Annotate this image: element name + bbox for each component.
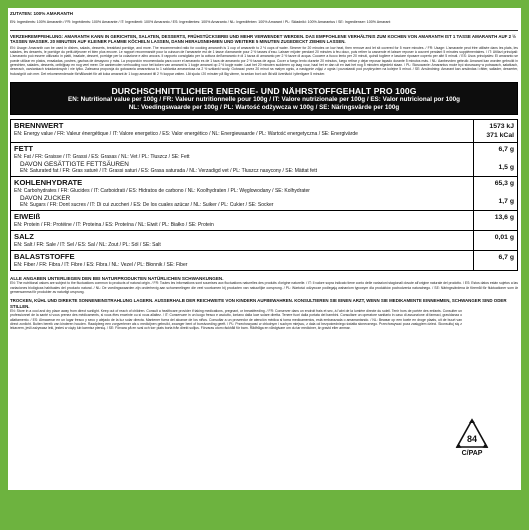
ingredients-heading: ZUTATEN: 100% AMARANTH — [10, 11, 73, 16]
usage-translations: EN: Usage: Amaranth can be used in dishes, salads, desserts, breakfast porridge, and more. The recommended ratio for cooking amaranth is 1 cup of amaranth to 2 ½ cups of water. Simmer for 20 minutes on low heat, then remove and let sit covered for 5 more minutes. / FR: Usage: L'amarante peut être utilisée dans les plats, les salades, les desserts, le porridge du petit-déjeuner et bien plus encore. Le rapport recommandé pour la cuisson de l'amarante est de 1 tasse d'amarante pour 2 ½ tasses d'eau. Laisser mijoter pendant 20 minutes à feu doux, puis retirer la casserole et laisser reposer à couvert pendant 5 minutes supplémentaires. / IT: Utilizzi principali: L'amaranto può essere utilizzato in piatti, insalate, dessert, porridge per la colazione e altro ancora. Il rapporto consigliato per la cottura dell'amaranto è di 1 tazza di amaranto per 2 ½ tazze di acqua. Cuocere a fuoco lento per 20 minuti, quindi togliere e lasciare riposare coperto per altri 5 minuti. / ES: Usos principales: El amaranto se puede utilizar en platos, ensaladas, postres, gachas de desayuno y más. La proporción recomendada para cocer el amaranto es de 1 taza de amaranto por 2 ½ tazas de agua. Cocer a fuego lento durante 20 minutos, luego retirar y dejar reposar tapado durante 5 minutos más. / NL: Aanbevolen gebruik: Amarant kan worden gebruikt in gerechten, salades, desserts, ontbijtpap en nog veel meer. De aanbevolen verhouding voor het koken van amarant is 1 kopje amarant op 2 ½ kopje water. Laat het 20 minuten sudderen op laag vuur, haal het er dan uit en laat het nog 5 minuten afgedekt staan. / PL: Stosowanie: Amarantus może być stosowany w potrawach, sałatkach, deserach, owsiankach śniadaniowych i nie tylko. Zalecana proporcja do gotowania amarantusa to 1 szklanka amarantusa na 2 ½ szklanki wody. Gotować przez 20 minut na małym ogniu, a następnie zdjąć z ognia i pozostawić pod przykryciem na kolejne 5 minut. / SE: Användning: Amarant kan användas i rätter, sallader, desserter, frukostgröt och mer. Det rekommenderade förhållandet för att koka amarant är 1 kopp amarant till 2 ½ koppar vatten. Låt sjuda i 20 minuter på låg värme, ta sedan bort och låt stå övertäckt i ytterligare 5 minuter. — [10, 45, 518, 76]
nutrition-row-fat — [11, 143, 518, 177]
fat-label: FETT — [14, 144, 33, 154]
green-band-top — [0, 0, 529, 8]
nutrition-value-cell — [474, 231, 518, 251]
energy-translations: EN: Energy value / FR: Valeur énergétique / IT: Valore energetico / ES: Valor energético / NL: Energiewaarde / PL: Wartość energetyczna / SE: Energivärde — [14, 131, 358, 138]
salt-translations: EN: Salt / FR: Sale / IT: Sel / ES: Sal / NL: Zout / PL: Sól / SE: Salt — [14, 241, 161, 248]
sugars-label: DAVON ZUCKER — [20, 195, 71, 203]
storage-translations: EN: Store in a cool and dry place away from direct sunlight. Keep out of reach of children. Consult a healthcare provider if taking medications, pregnant, or breastfeeding. / FR: Conserver dans un endroit frais et sec, à l'abri de la lumière directe du soleil. Tenir hors de portée des enfants. Consulter un professionnel de la santé si vous prenez des médicaments, si vous êtes enceinte ou si vous allaitez. / IT: Conservare in un luogo fresco e asciutto, lontano dalla luce solare diretta. Tenere fuori dalla portata dei bambini. Consultare un operatore sanitario in caso di assunzione di farmaci, gravidanza o allattamento. / ES: Almacenar en un lugar fresco y seco y alejado de la luz solar directa. Mantener fuera del alcance de los niños. Consultar a un proveedor de atención médica si toma medicamentos, está embarazada o amamantando. / NL: Bewaar op een koele en droge plaats, uit de buurt van direct zonlicht. Buiten bereik van kinderen houden. Raadpleeg een zorgverlener als u medicijnen gebruikt, zwanger bent of borstvoeding geeft. / PL: Przechowywać w chłodnym i suchym miejscu, z dala od bezpośredniego światła słonecznego. Przechowywać poza zasięgiem dzieci. Skonsultuj się z lekarzem, jeśli zażywasz leki, jesteś w ciąży lub karmisz piersią. / SE: Förvara på en sval och torr plats borta från direkt solljus. Förvaras utom räckhåll för barn. Rådfråga en vårdgivare om du tar mediciner, är gravid eller ammar. — [10, 309, 462, 331]
usage-heading: VERZEHREMPFEHLUNG: AMARANTH KANN IN GERICHTEN, SALATEN, DESSERTS, FRÜHSTÜCKSBREI UND MEHR VERWENDET WERDEN. DAS EMPFOHLENE VERHÄLTNIS ZUM KOCHEN VON AMARANTH IST 1 TASSE AMARANTH AUF 2 ½ TASSEN WASSER. 20 MINUTEN AUF KLEINER FLAMME KÖCHELN LASSEN, DANN HERAUSNEHMEN UND WEITERE 5 MINUTEN ZUGEDECKT ZIEHEN LASSEN. — [10, 34, 516, 45]
carbs-value: 65,3 g — [494, 180, 514, 188]
fiber-label: BALASTSTOFFE — [14, 252, 75, 262]
energy-label: BRENNWERT — [14, 121, 64, 131]
salt-label: SALZ — [14, 232, 34, 242]
recycling-triangle-icon — [455, 418, 489, 450]
fat-translations: EN: Fat / FR: Graisse / IT: Grassi / ES: Grasas / NL: Vet / PL: Tłuszcz / SE: Fett — [14, 154, 190, 161]
nutrition-table — [10, 119, 518, 270]
salt-value: 0,01 g — [494, 234, 514, 242]
nutrition-row-fiber — [11, 251, 518, 271]
saturated-fat-label: DAVON GESÄTTIGTE FETTSÄUREN — [20, 161, 129, 169]
nutrition-header — [10, 82, 518, 116]
nutrition-label-cell — [11, 177, 474, 211]
divider — [10, 30, 518, 31]
variation-heading: ALLE ANGABEN UNTERLIEGEN DEN BEI NATURPRODUKTEN NATÜRLICHEN SCHWANKUNGEN. — [10, 275, 224, 281]
nutrition-label-cell — [11, 211, 474, 231]
nutrition-row-salt — [11, 231, 518, 251]
nutrition-value-cell — [474, 143, 518, 177]
sugars-translations: EN: Sugars / FR: Dont sucres / IT: Di cui zuccheri / ES: De los cuales azúcar / NL: Suiker / PL: Cukier / SE: Socker — [20, 202, 274, 209]
nutrition-row-protein — [11, 211, 518, 231]
label-sheet — [10, 10, 518, 490]
protein-translations: EN: Protein / FR: Protéine / IT: Proteina / ES: Proteína / NL: Eiwit / PL: Białko / SE: Protein — [14, 222, 214, 229]
recycling-mark — [448, 418, 496, 470]
protein-value: 13,6 g — [494, 214, 514, 222]
nutrition-label-cell — [11, 143, 474, 177]
fiber-translations: EN: Fiber / FR: Fibra / IT: Fibre / ES: Fibra / NL: Vezel / PL: Błonnik / SE: Fiber — [14, 261, 188, 268]
carbs-label: KOHLENHYDRATE — [14, 178, 83, 188]
nutrition-row-carbs — [11, 177, 518, 211]
variation-translations: EN: The nutritional values are subject to the fluctuations common to products of natural origin. / FR: Toutes les informations sont soumises aux fluctuations naturelles des produits d'origine naturelle. / IT: Il valore sopra indicato tiene conto delle variazioni stagionali dovute all'origine naturale del prodotto. / ES: Estos datos están sujetos a las variaciones biológicas habituales del producto natural. / NL: De voedingswaarden zijn onderhevig aan schommelingen die veel voorkomen bij producten van natuurlijke oorsprong. / PL: Wartości odżywcze podlegają wahaniom typowym dla produktów pochodzenia naturalnego. / SE: Näringsvärdena är föremål för fluktuationer som är gemensamma för produkter av naturligt ursprung. — [10, 281, 518, 295]
fat-value: 6,7 g — [498, 146, 514, 154]
recycling-number: 84 — [466, 434, 478, 444]
nutrition-label-cell — [11, 251, 474, 271]
ingredients-translations: EN: Ingredients: 100% Amaranth / FR: Ingrédients: 100% Amarante / IT: Ingredienti: 100% Amaranto / ES: Ingredientes: 100% Amaranto / NL: Ingrediënten: 100% Amarant / PL: Składniki: 100% Amarantus / SE: Ingredienser: 100% Amarant — [10, 20, 391, 24]
protein-label: EIWEIß — [14, 212, 41, 222]
nutrition-title: DURCHSCHNITTLICHER ENERGIE- UND NÄHRSTOFFGEHALT PRO 100G — [111, 85, 417, 96]
green-band-right — [521, 0, 529, 530]
energy-kj-value: 1573 kJ — [489, 123, 514, 131]
carbs-translations: EN: Carbohydrates / FR: Glucides / IT: Carboidrati / ES: Hidratos de carbono / NL: Koolhydraten / PL: Węglowodany / SE: Kolhydrater — [14, 188, 310, 195]
green-band-left — [0, 0, 8, 530]
nutrition-value-cell — [474, 177, 518, 211]
nutrition-subtitle-2: NL: Voedingswaarde per 100g / PL: Wartość odżywcza w 100g / SE: Näringsvärde per 100g — [128, 103, 400, 111]
nutrition-subtitle-1: EN: Nutritional value per 100g / FR: Valeur nutritionnelle pour 100g / IT: Valore nutrizionale per 100g / ES: Valor nutricional por 100g — [68, 95, 460, 103]
saturated-fat-value: 1,5 g — [498, 164, 514, 172]
nutrition-value-cell — [474, 251, 518, 271]
energy-kcal-value: 371 kCal — [486, 132, 514, 140]
saturated-fat-translations: EN: Saturated fat / FR: Gras saturé / IT: Grassi saturi / ES: Grasa saturada / NL: Verzadigd vet / PL: Tłuszcz nasycony / SE: Mättat fett — [20, 168, 317, 175]
nutrition-label-cell — [11, 231, 474, 251]
sugars-value: 1,7 g — [498, 198, 514, 206]
storage-heading: TROCKEN, KÜHL UND DIREKTE SONNENEINSTRAHLUNG LAGERN. AUSSERHALB DER REICHWEITE VON KINDERN AUFBEWAHREN. KONSULTIEREN SIE EINEN ARZT, WENN SIE MEDIKAMENTE EINNEHMEN, SCHWANGER SIND ODER STILLEN. — [10, 298, 507, 309]
nutrition-label-cell — [11, 120, 474, 143]
fiber-value: 6,7 g — [498, 254, 514, 262]
recycling-code: C/PAP — [461, 450, 483, 457]
green-band-bottom — [0, 490, 529, 530]
nutrition-value-cell — [474, 211, 518, 231]
nutrition-row-energy — [11, 120, 518, 143]
nutrition-value-cell — [474, 120, 518, 143]
